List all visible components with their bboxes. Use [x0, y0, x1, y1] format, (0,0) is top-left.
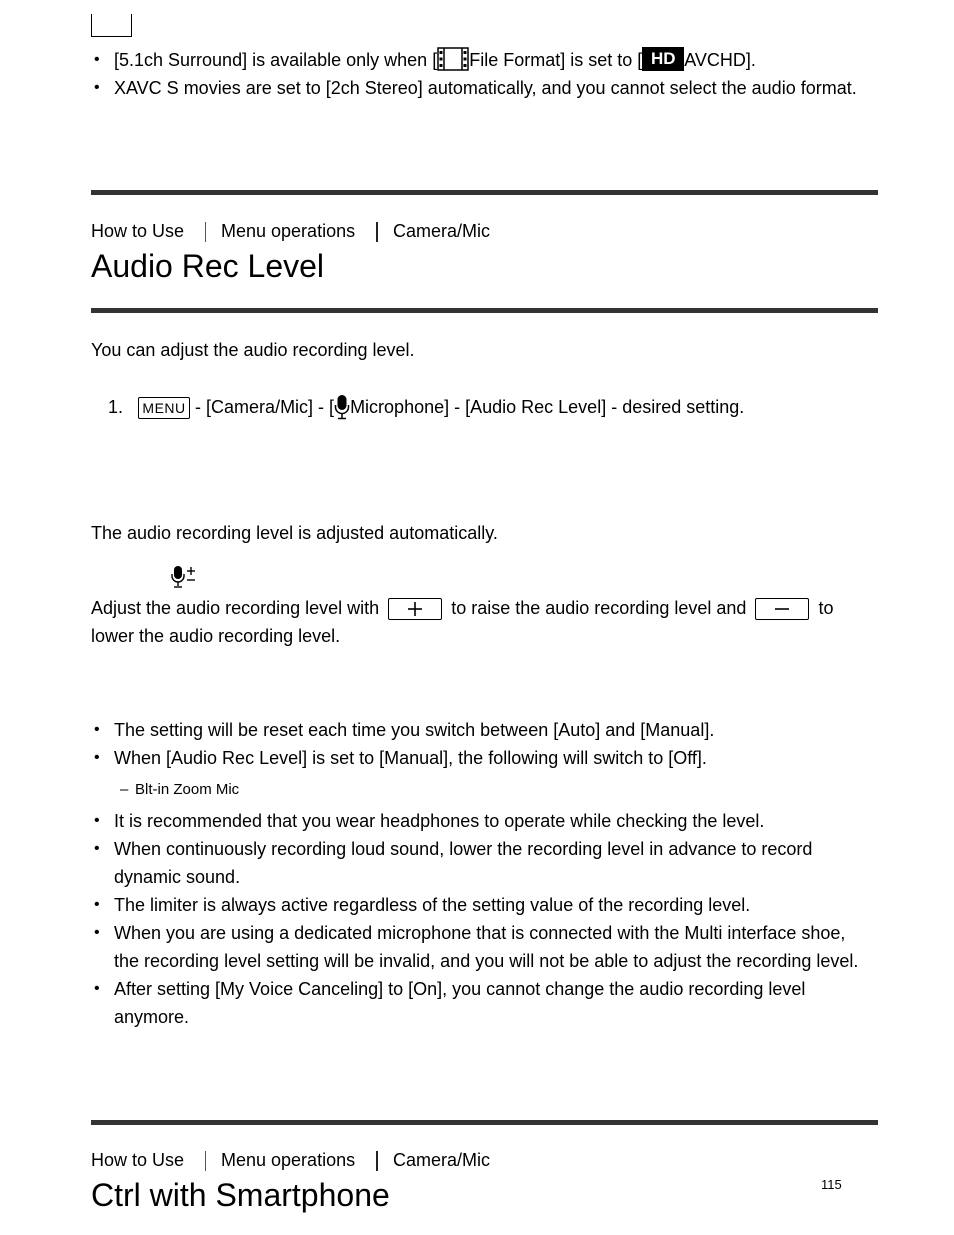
- section-divider: [91, 308, 878, 313]
- top-notes-list: [91, 46, 861, 102]
- list-item: • When [Audio Rec Level] is set to [Manual], the following will switch to [Off].: [91, 744, 881, 772]
- page-number: 115: [821, 1177, 842, 1192]
- list-item: • When you are using a dedicated microphone that is connected with the Multi interface shoe, the recording level setting will be invalid, and you will not be able to adjust the recording level.: [91, 919, 859, 975]
- breadcrumb-separator: [205, 1151, 206, 1171]
- breadcrumb-separator: [205, 222, 206, 242]
- breadcrumb-camera-mic[interactable]: Camera/Mic: [393, 221, 491, 241]
- film-icon: [437, 47, 469, 71]
- page-title: Audio Rec Level: [91, 248, 325, 284]
- list-item: • When continuously recording loud sound, lower the recording level in advance to record dynamic sound.: [91, 835, 854, 891]
- breadcrumb-camera-mic[interactable]: Camera/Mic: [393, 1150, 491, 1170]
- breadcrumb-menu-operations[interactable]: Menu operations: [221, 1150, 356, 1170]
- list-item: • XAVC S movies are set to [2ch Stereo] automatically, and you cannot select the audio format.: [91, 74, 861, 102]
- intro-text: You can adjust the audio recording level.: [91, 340, 415, 360]
- list-item: • After setting [My Voice Canceling] to [On], you cannot change the audio recording level anymore.: [91, 975, 854, 1031]
- list-item: • It is recommended that you wear headphones to operate while checking the level.: [91, 807, 881, 835]
- step-text-part2: Microphone] - [Audio Rec Level] - desired setting.: [350, 396, 745, 417]
- table-fragment: [91, 14, 132, 37]
- menu-button-icon: MENU: [138, 397, 190, 419]
- manual-description: Adjust the audio recording level with to raise the audio recording level and to lower the audio recording level.: [91, 598, 834, 646]
- list-item: • [5.1ch Surround] is available only when [ File Format] is set to [ HD AVCHD].: [91, 46, 861, 74]
- breadcrumb-separator: [376, 1151, 378, 1171]
- mic-level-icon: [170, 565, 198, 589]
- minus-button-icon: [755, 598, 809, 620]
- breadcrumb-how-to-use[interactable]: How to Use: [91, 221, 185, 241]
- auto-description: The audio recording level is adjusted automatically.: [91, 523, 498, 543]
- notes-list: [91, 716, 881, 772]
- step-1: [108, 396, 744, 420]
- breadcrumb-how-to-use[interactable]: How to Use: [91, 1150, 185, 1170]
- sub-note: – Blt-in Zoom Mic: [120, 781, 240, 798]
- breadcrumb-separator: [376, 222, 378, 242]
- list-item: • The limiter is always active regardless of the setting value of the recording level.: [91, 891, 881, 919]
- plus-button-icon: [388, 598, 442, 620]
- notes-list-2: [91, 807, 881, 1031]
- breadcrumb-menu-operations[interactable]: Menu operations: [221, 221, 356, 241]
- section-divider: [91, 190, 878, 195]
- step-text-part1: - [Camera/Mic] - [: [195, 396, 335, 417]
- step-number: 1.: [108, 396, 124, 417]
- microphone-icon: [334, 394, 350, 420]
- list-item: • The setting will be reset each time you switch between [Auto] and [Manual].: [91, 716, 881, 744]
- hd-badge-icon: HD: [642, 47, 684, 71]
- section-divider: [91, 1120, 878, 1125]
- next-section-title: Ctrl with Smartphone: [91, 1177, 390, 1213]
